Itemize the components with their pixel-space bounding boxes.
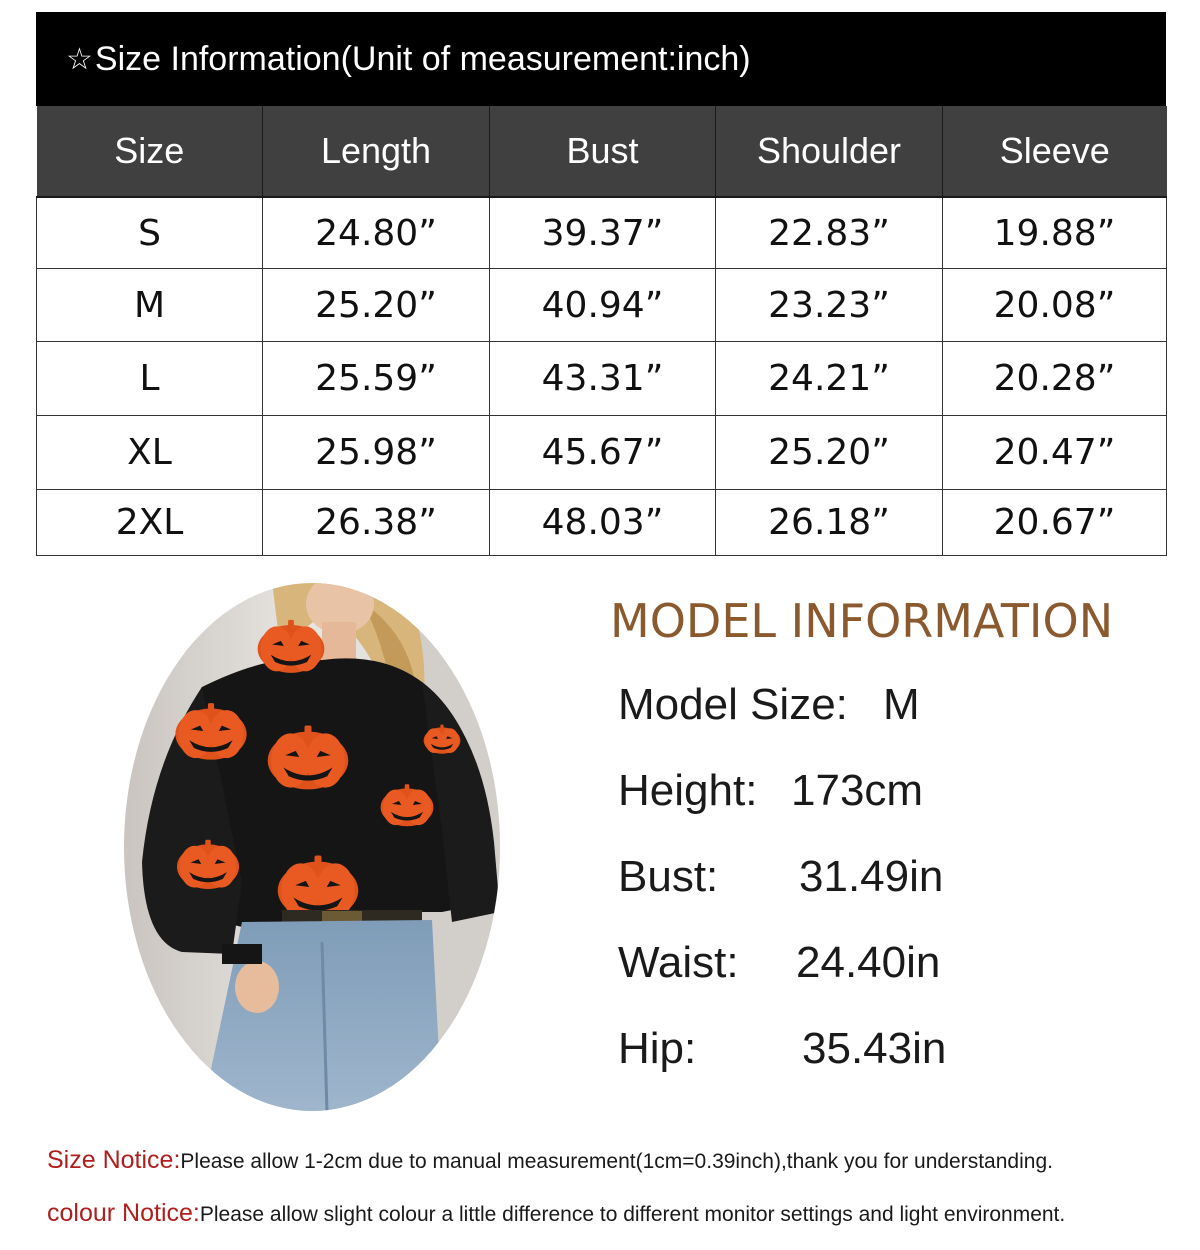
header-length: Length	[263, 106, 490, 197]
table-cell: 43.31”	[490, 342, 716, 416]
hip-row	[618, 1024, 947, 1074]
header-shoulder: Shoulder	[716, 106, 943, 197]
table-cell: 26.18”	[716, 490, 943, 556]
height-label: Height:	[618, 766, 758, 815]
table-cell: 24.21”	[716, 342, 943, 416]
header-bust: Bust	[490, 106, 716, 197]
colour-notice	[47, 1199, 1065, 1228]
model-size-row	[618, 680, 920, 730]
colour-notice-text: Please allow slight colour a little difference to different monitor settings and light environment.	[199, 1203, 1066, 1226]
header-sleeve: Sleeve	[943, 106, 1167, 197]
table-row	[37, 416, 1167, 490]
table-cell: 20.08”	[943, 269, 1167, 342]
hip-value: 35.43in	[802, 1024, 947, 1073]
table-cell: 25.59”	[263, 342, 490, 416]
table-cell: 19.88”	[943, 197, 1167, 269]
table-cell: 40.94”	[490, 269, 716, 342]
table-row	[37, 197, 1167, 269]
height-row	[618, 766, 924, 816]
table-cell: 26.38”	[263, 490, 490, 556]
hip-label: Hip:	[618, 1024, 697, 1073]
waist-row	[618, 938, 941, 988]
size-notice-text: Please allow 1-2cm due to manual measurement(1cm=0.39inch),thank you for understanding.	[180, 1150, 1053, 1173]
table-cell: 48.03”	[490, 490, 716, 556]
table-cell: 23.23”	[716, 269, 943, 342]
size-notice	[47, 1146, 1053, 1175]
table-cell: 25.98”	[263, 416, 490, 490]
table-cell: S	[37, 197, 263, 269]
table-cell: 25.20”	[263, 269, 490, 342]
table-row	[37, 269, 1167, 342]
model-size-value: M	[883, 680, 920, 729]
size-info-title-bar	[36, 12, 1166, 106]
table-row	[37, 342, 1167, 416]
table-cell: 22.83”	[716, 197, 943, 269]
table-cell: 45.67”	[490, 416, 716, 490]
colour-notice-label: colour Notice:	[47, 1199, 200, 1227]
table-row	[37, 490, 1167, 556]
table-cell: 20.28”	[943, 342, 1167, 416]
size-notice-label: Size Notice:	[47, 1146, 181, 1174]
table-cell: 20.67”	[943, 490, 1167, 556]
waist-label: Waist:	[618, 938, 739, 987]
table-cell: 25.20”	[716, 416, 943, 490]
size-info-title: Size Information(Unit of measurement:inch)	[94, 39, 751, 78]
height-value: 173cm	[791, 766, 924, 815]
table-cell: XL	[37, 416, 263, 490]
table-cell: 2XL	[37, 490, 263, 556]
size-table	[36, 106, 1167, 556]
bust-label: Bust:	[618, 852, 719, 901]
star-icon: ☆	[66, 41, 93, 77]
table-cell: M	[37, 269, 263, 342]
bust-row	[618, 852, 944, 902]
model-info-heading: MODEL INFORMATION	[610, 594, 1114, 648]
table-cell: 39.37”	[490, 197, 716, 269]
table-cell: L	[37, 342, 263, 416]
model-size-label: Model Size:	[618, 680, 848, 729]
bust-value: 31.49in	[799, 852, 944, 901]
header-size: Size	[37, 106, 263, 197]
table-header-row	[37, 106, 1167, 197]
table-cell: 20.47”	[943, 416, 1167, 490]
waist-value: 24.40in	[796, 938, 941, 987]
model-photo	[122, 582, 502, 1112]
table-cell: 24.80”	[263, 197, 490, 269]
